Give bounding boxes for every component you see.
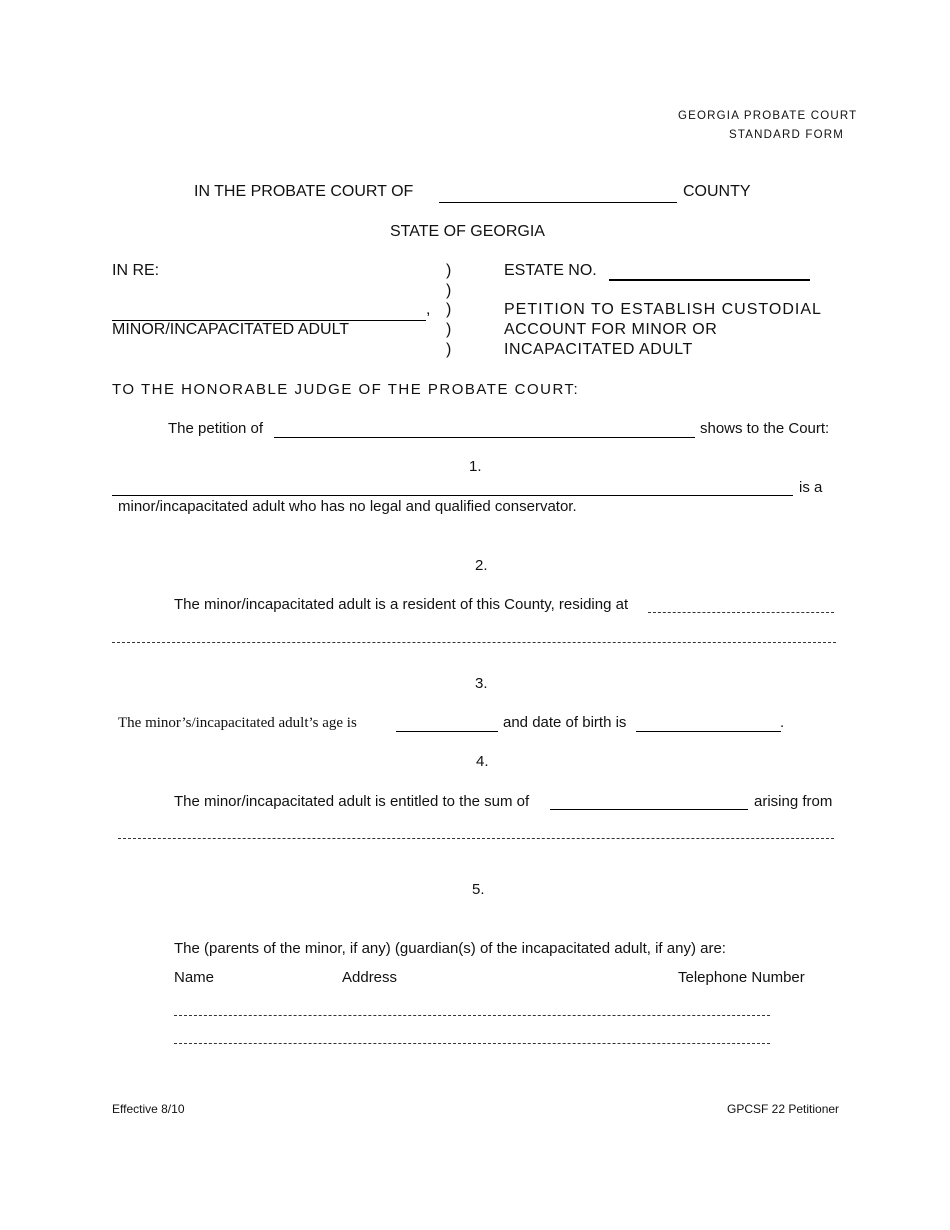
section-number: 3.	[475, 675, 488, 692]
petition-title-line: ACCOUNT FOR MINOR OR	[504, 321, 718, 338]
section5-text: The (parents of the minor, if any) (guardian(s) of the incapacitated adult, if any) are:	[174, 940, 726, 957]
section4-tail: arising from	[754, 793, 833, 810]
party-comma: ,	[426, 301, 431, 318]
estate-no-field[interactable]	[609, 279, 810, 281]
estate-no-label: ESTATE NO.	[504, 262, 597, 279]
state-title: STATE OF GEORGIA	[390, 223, 545, 240]
section3-end: .	[780, 714, 785, 731]
section-number: 5.	[472, 881, 485, 898]
age-prefix: The minor’s/incapacitated adult’s age is	[118, 715, 357, 731]
effective-date: Effective 8/10	[112, 1102, 185, 1116]
paren: )	[446, 301, 452, 318]
section4-text: The minor/incapacitated adult is entitled to the sum of	[174, 793, 530, 810]
in-re-label: IN RE:	[112, 262, 160, 279]
section-number: 4.	[476, 753, 489, 770]
form-label: STANDARD FORM	[729, 129, 845, 141]
residence-continuation-line[interactable]	[112, 642, 836, 643]
section1-tail: is a	[799, 479, 823, 496]
petition-title-line: PETITION TO ESTABLISH CUSTODIAL	[504, 301, 822, 318]
court-label: GEORGIA PROBATE COURT	[678, 110, 858, 122]
dob-field[interactable]	[636, 731, 781, 732]
paren: )	[446, 282, 452, 299]
petition-intro-suffix: shows to the Court:	[700, 420, 830, 437]
section-number: 2.	[475, 557, 488, 574]
column-header-name: Name	[174, 969, 215, 986]
petition-title-line: INCAPACITATED ADULT	[504, 341, 693, 358]
paren: )	[446, 262, 452, 279]
county-suffix: COUNTY	[683, 183, 751, 200]
section2-text: The minor/incapacitated adult is a resident of this County, residing at	[174, 596, 629, 613]
age-field[interactable]	[396, 731, 498, 732]
column-header-address: Address	[342, 969, 398, 986]
petitioner-name-field[interactable]	[274, 437, 695, 438]
form-id: GPCSF 22 Petitioner	[727, 1102, 840, 1116]
dob-prefix: and date of birth is	[503, 714, 627, 731]
parent-entry-line[interactable]	[174, 1043, 770, 1044]
county-field[interactable]	[439, 202, 677, 203]
source-of-funds-line[interactable]	[118, 838, 834, 839]
paren: )	[446, 321, 452, 338]
residence-field[interactable]	[648, 612, 834, 613]
parent-entry-line[interactable]	[174, 1015, 770, 1016]
section-number: 1.	[469, 458, 482, 475]
section1-text: minor/incapacitated adult who has no legal and qualified conservator.	[118, 498, 577, 515]
party-role: MINOR/INCAPACITATED ADULT	[112, 321, 350, 338]
salutation: TO THE HONORABLE JUDGE OF THE PROBATE COURT:	[112, 381, 580, 398]
ward-name-field[interactable]	[112, 495, 793, 496]
paren: )	[446, 341, 452, 358]
column-header-telephone: Telephone Number	[678, 969, 805, 986]
court-prefix: IN THE PROBATE COURT OF	[194, 183, 414, 200]
petition-intro-prefix: The petition of	[168, 420, 264, 437]
sum-field[interactable]	[550, 809, 748, 810]
